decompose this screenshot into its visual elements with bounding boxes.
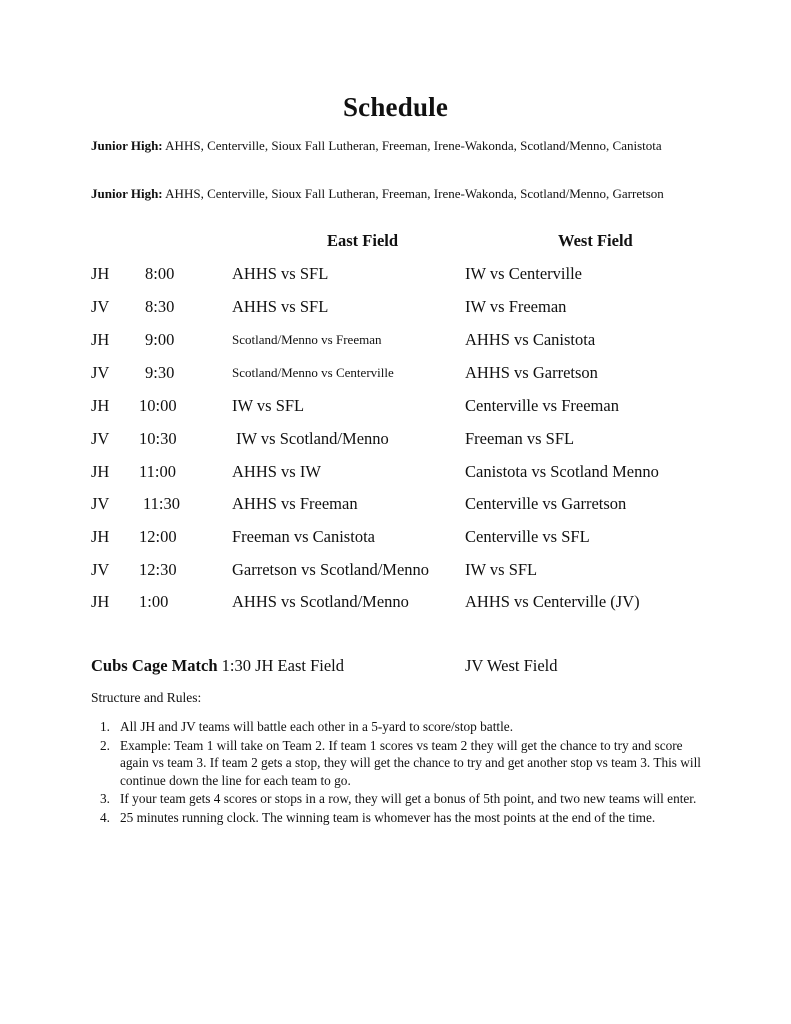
level-cell: JH — [91, 264, 110, 283]
west-field-match: Canistota vs Scotland Menno — [465, 462, 659, 481]
west-field-match: IW vs Centerville — [465, 264, 582, 283]
west-field-match: Centerville vs Garretson — [465, 494, 627, 513]
rule-number: 3. — [100, 791, 110, 806]
level-cell: JH — [91, 462, 110, 481]
east-field-match: AHHS vs IW — [232, 462, 321, 481]
east-field-match: AHHS vs Scotland/Menno — [232, 592, 409, 611]
west-field-match: IW vs Freeman — [465, 297, 567, 316]
time-cell: 9:00 — [145, 330, 175, 349]
rule-number: 1. — [100, 719, 110, 734]
level-cell: JH — [91, 592, 110, 611]
rule-item — [100, 809, 710, 827]
west-field-match: AHHS vs Centerville (JV) — [465, 592, 640, 611]
east-field-match: Freeman vs Canistota — [232, 527, 375, 546]
rules-heading: Structure and Rules: — [91, 690, 202, 705]
cage-match-line — [91, 656, 344, 676]
schedule-row — [0, 394, 791, 418]
west-field-match: Freeman vs SFL — [465, 429, 575, 448]
time-cell: 10:30 — [139, 429, 177, 448]
schedule-row — [0, 590, 791, 614]
east-field-match: AHHS vs SFL — [232, 264, 329, 283]
east-field-match: AHHS vs Freeman — [232, 494, 358, 513]
rule-text: If your team gets 4 scores or stops in a row, they will get a bonus of 5th point, and two new teams will enter. — [120, 791, 697, 806]
west-field-header: West Field — [558, 231, 633, 250]
page-title: Schedule — [342, 92, 449, 122]
schedule-row — [0, 262, 791, 286]
time-cell: 12:30 — [139, 560, 177, 579]
level-cell: JV — [91, 494, 110, 513]
rules-list — [100, 718, 710, 827]
rule-text: 25 minutes running clock. The winning team is whomever has the most points at the end of the time. — [120, 809, 656, 825]
time-cell: 11:00 — [139, 462, 176, 481]
level-cell: JH — [91, 527, 110, 546]
rule-number: 2. — [100, 737, 110, 753]
rule-item — [100, 790, 710, 808]
west-field-match: IW vs SFL — [465, 560, 538, 579]
level-cell: JV — [91, 297, 110, 316]
east-field-match: IW vs Scotland/Menno — [236, 429, 389, 448]
level-cell: JV — [91, 560, 110, 579]
roster-junior-high-2 — [91, 185, 691, 203]
west-field-match: AHHS vs Garretson — [465, 363, 598, 382]
roster-label: Junior High: — [91, 138, 163, 153]
level-cell: JV — [91, 429, 110, 448]
time-cell: 8:30 — [145, 297, 175, 316]
rule-text: Example: Team 1 will take on Team 2. If team 1 scores vs team 2 they will get the chance to try and score again vs team 3. If team 2 gets a stop, they will get the chance to try and get another stop vs team 3. This will continue down the line for each team to go. — [120, 737, 701, 788]
roster-label: Junior High: — [91, 186, 163, 201]
level-cell: JV — [91, 363, 110, 382]
east-field-match: Garretson vs Scotland/Menno — [232, 560, 430, 579]
time-cell: 12:00 — [139, 527, 177, 546]
cage-match-details: 1:30 JH East Field — [217, 656, 344, 675]
level-cell: JH — [91, 396, 110, 415]
time-cell: 10:00 — [139, 396, 177, 415]
time-cell: 11:30 — [143, 494, 180, 513]
cage-match-west: JV West Field — [465, 656, 558, 675]
west-field-match: Centerville vs Freeman — [465, 396, 619, 415]
cage-match-label: Cubs Cage Match — [91, 656, 218, 675]
rule-item — [100, 718, 710, 736]
schedule-row — [0, 558, 791, 582]
roster-teams: AHHS, Centerville, Sioux Fall Lutheran, Freeman, Irene-Wakonda, Scotland/Menno, Canistota — [162, 138, 662, 153]
rule-item — [100, 737, 710, 790]
schedule-row — [0, 328, 791, 352]
east-field-match: Scotland/Menno vs Centerville — [232, 365, 394, 380]
east-field-header: East Field — [327, 231, 399, 250]
schedule-row — [0, 460, 791, 484]
schedule-row — [0, 492, 791, 516]
roster-junior-high-1 — [91, 137, 691, 155]
rule-text: All JH and JV teams will battle each other in a 5-yard to score/stop battle. — [120, 719, 514, 734]
rule-number: 4. — [100, 809, 110, 825]
roster-teams: AHHS, Centerville, Sioux Fall Lutheran, Freeman, Irene-Wakonda, Scotland/Menno, Garretson — [162, 186, 664, 201]
schedule-row — [0, 427, 791, 451]
schedule-row — [0, 361, 791, 385]
west-field-match: Centerville vs SFL — [465, 527, 590, 546]
schedule-row — [0, 295, 791, 319]
east-field-match: AHHS vs SFL — [232, 297, 329, 316]
time-cell: 9:30 — [145, 363, 175, 382]
west-field-match: AHHS vs Canistota — [465, 330, 596, 349]
east-field-match: Scotland/Menno vs Freeman — [232, 332, 382, 347]
east-field-match: IW vs SFL — [232, 396, 305, 415]
level-cell: JH — [91, 330, 110, 349]
schedule-row — [0, 525, 791, 549]
time-cell: 8:00 — [145, 264, 175, 283]
time-cell: 1:00 — [139, 592, 169, 611]
